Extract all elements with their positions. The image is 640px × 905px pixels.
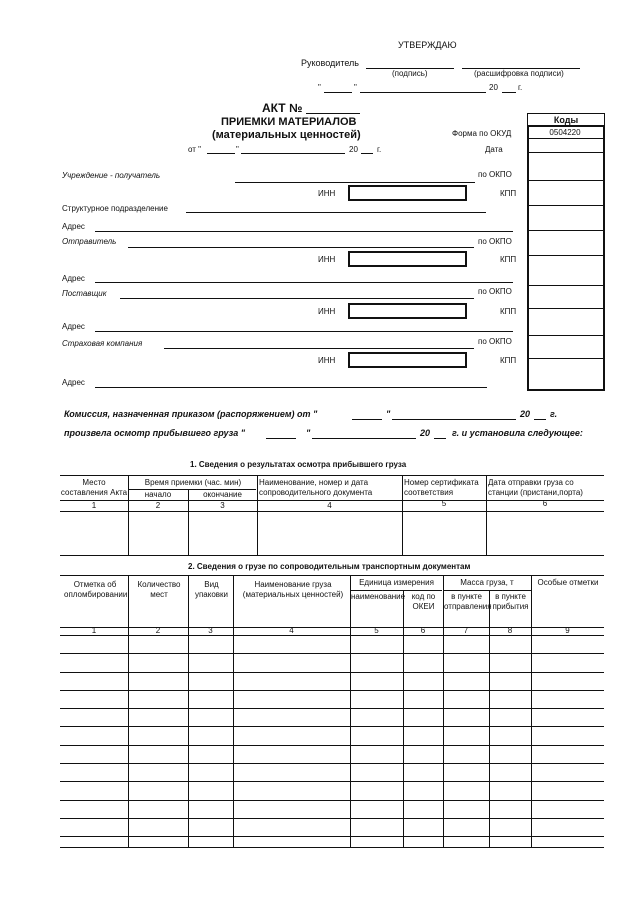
receiver-label: Учреждение - получатель xyxy=(62,171,161,180)
insurer-kpp-label: КПП xyxy=(500,356,517,365)
s1-col-doc: Наименование, номер и дата сопроводительного документа xyxy=(259,478,373,497)
s1-col-time: Время приемки (час. мин) xyxy=(144,478,242,487)
s2-col-notes: Особые отметки xyxy=(537,578,599,587)
section1-title: 1. Сведения о результатах осмотра прибывшего груза xyxy=(190,460,407,469)
approve-month-line[interactable] xyxy=(360,92,486,93)
supplier-label: Поставщик xyxy=(62,289,107,298)
insurer-okpo-label: по ОКПО xyxy=(478,337,512,346)
table-row[interactable] xyxy=(60,653,604,654)
approve-g: г. xyxy=(518,83,523,92)
codes-header: Коды xyxy=(553,115,579,125)
s2-col-name: Наименование груза (материальных ценностей) xyxy=(242,580,344,599)
section2-title: 2. Сведения о грузе по сопроводительным транспортным документам xyxy=(188,562,471,571)
supplier-address-line[interactable] xyxy=(95,331,513,332)
s2-col-seal: Отметка об опломбировании xyxy=(64,580,128,599)
table-row[interactable] xyxy=(60,690,604,691)
inspection-month-line[interactable] xyxy=(312,438,416,439)
s1-num-6: 6 xyxy=(542,499,548,508)
inspection-quote: " xyxy=(306,428,311,438)
doc-title-2: (материальных ценностей) xyxy=(212,129,361,141)
head-label: Руководитель xyxy=(301,58,359,68)
sender-inn-input[interactable] xyxy=(348,251,467,267)
okud-label: Форма по ОКУД xyxy=(452,129,512,138)
table-row[interactable] xyxy=(60,818,604,819)
s2-col-unit-name: наименование xyxy=(351,592,406,601)
doc-year: 20 xyxy=(349,145,358,154)
sender-okpo-label: по ОКПО xyxy=(478,237,512,246)
receiver-inn-label: ИНН xyxy=(318,189,336,198)
doc-g: г. xyxy=(377,145,382,154)
s1-num-1: 1 xyxy=(91,501,97,510)
s2-num-1: 1 xyxy=(91,626,97,635)
decode-caption: (расшифровка подписи) xyxy=(474,69,564,78)
supplier-name-line[interactable] xyxy=(120,298,474,299)
codes-thick-frame xyxy=(527,125,605,391)
receiver-inn-input[interactable] xyxy=(348,185,467,201)
doc-year-line[interactable] xyxy=(361,153,373,154)
receiver-okpo-label: по ОКПО xyxy=(478,170,512,179)
receiver-name-line[interactable] xyxy=(235,182,475,183)
approve-day-line[interactable] xyxy=(324,92,352,93)
approve-quote-close: " xyxy=(354,83,357,92)
date-label: Дата xyxy=(485,145,503,154)
s2-num-9: 9 xyxy=(565,626,570,635)
s1-num-5: 5 xyxy=(441,499,447,508)
s1-num-2: 2 xyxy=(155,501,161,510)
sign-caption: (подпись) xyxy=(392,69,428,78)
s2-num-8: 8 xyxy=(507,626,513,635)
s2-col-mass-arr: в пункте прибытия xyxy=(492,592,529,611)
approve-title: УТВЕРЖДАЮ xyxy=(398,40,457,50)
s2-num-2: 2 xyxy=(155,626,161,635)
s2-col-pack: Вид упаковки xyxy=(194,580,229,599)
table-row[interactable] xyxy=(60,836,604,837)
commission-line1: Комиссия, назначенная приказом (распоряжением) от " xyxy=(64,409,318,419)
table-row[interactable] xyxy=(60,708,604,709)
commission-g: г. xyxy=(550,409,558,419)
insurer-address-label: Адрес xyxy=(62,378,85,387)
structural-line[interactable] xyxy=(186,212,486,213)
commission-day-line[interactable] xyxy=(352,419,382,420)
receiver-address-label: Адрес xyxy=(62,222,85,231)
sender-inn-label: ИНН xyxy=(318,255,336,264)
approve-quote-open: " xyxy=(318,83,321,92)
insurer-label: Страховая компания xyxy=(62,339,143,348)
structural-label: Структурное подразделение xyxy=(62,204,168,213)
inspection-line2: произвела осмотр прибывшего груза " xyxy=(64,428,245,438)
s2-num-4: 4 xyxy=(289,626,294,635)
doc-month-line[interactable] xyxy=(241,153,345,154)
supplier-okpo-label: по ОКПО xyxy=(478,287,512,296)
commission-month-line[interactable] xyxy=(392,419,516,420)
akt-number-line[interactable] xyxy=(306,113,360,114)
table-row[interactable] xyxy=(60,800,604,801)
table-row[interactable] xyxy=(60,847,604,848)
approve-year-line[interactable] xyxy=(502,92,516,93)
receiver-kpp-label: КПП xyxy=(500,189,517,198)
table-row[interactable] xyxy=(60,781,604,782)
doc-date-ot: от " xyxy=(188,145,201,154)
s1-col-cert: Номер сертификата соответствия xyxy=(404,478,479,497)
s1-num-4: 4 xyxy=(327,501,332,510)
s2-col-qty: Количество мест xyxy=(137,580,181,599)
commission-year-line[interactable] xyxy=(534,419,546,420)
sender-kpp-label: КПП xyxy=(500,255,517,264)
s2-num-7: 7 xyxy=(463,626,469,635)
s1-num-3: 3 xyxy=(220,501,225,510)
insurer-name-line[interactable] xyxy=(164,348,474,349)
supplier-inn-input[interactable] xyxy=(348,303,467,319)
s2-col-unit-code: код по ОКЕИ xyxy=(411,592,436,611)
table-row[interactable] xyxy=(60,726,604,727)
supplier-inn-label: ИНН xyxy=(318,307,336,316)
table-row[interactable] xyxy=(60,763,604,764)
sender-name-line[interactable] xyxy=(128,247,474,248)
approve-year: 20 xyxy=(489,83,498,92)
s1-col-date: Дата отправки груза со станции (пристани,порта) xyxy=(488,478,583,497)
inspection-day-line[interactable] xyxy=(266,438,296,439)
doc-day-line[interactable] xyxy=(207,153,235,154)
inspection-g: г. и установила следующее: xyxy=(452,428,583,438)
s2-num-3: 3 xyxy=(208,626,213,635)
s2-num-5: 5 xyxy=(374,626,379,635)
commission-year: 20 xyxy=(520,409,531,419)
s2-col-mass: Масса груза, т xyxy=(460,578,514,587)
okud-value[interactable]: 0504220 xyxy=(549,128,581,137)
inspection-year: 20 xyxy=(420,428,431,438)
insurer-inn-input[interactable] xyxy=(348,352,467,368)
sender-address-line[interactable] xyxy=(95,282,513,283)
doc-quote-close: " xyxy=(236,145,239,154)
sender-address-label: Адрес xyxy=(62,274,85,283)
insurer-inn-label: ИНН xyxy=(318,356,336,365)
supplier-kpp-label: КПП xyxy=(500,307,517,316)
s1-col-place: Место составления Акта xyxy=(60,478,128,497)
doc-title-1: ПРИЕМКИ МАТЕРИАЛОВ xyxy=(221,116,357,128)
s1-col-end: окончание xyxy=(203,490,242,499)
s1-col-start: начало xyxy=(144,490,172,499)
receiver-address-line[interactable] xyxy=(95,231,513,232)
table-row[interactable] xyxy=(60,745,604,746)
s1-data-row[interactable] xyxy=(60,512,604,555)
s2-col-unit: Единица измерения xyxy=(359,578,434,587)
sender-label: Отправитель xyxy=(62,237,117,246)
table-row[interactable] xyxy=(60,672,604,673)
commission-quote: " xyxy=(386,409,391,419)
akt-label: АКТ № xyxy=(262,101,303,115)
insurer-address-line[interactable] xyxy=(95,387,487,388)
supplier-address-label: Адрес xyxy=(62,322,85,331)
s2-col-mass-dep: в пункте отправления xyxy=(444,592,492,611)
s2-num-6: 6 xyxy=(420,626,426,635)
inspection-year-line[interactable] xyxy=(434,438,446,439)
